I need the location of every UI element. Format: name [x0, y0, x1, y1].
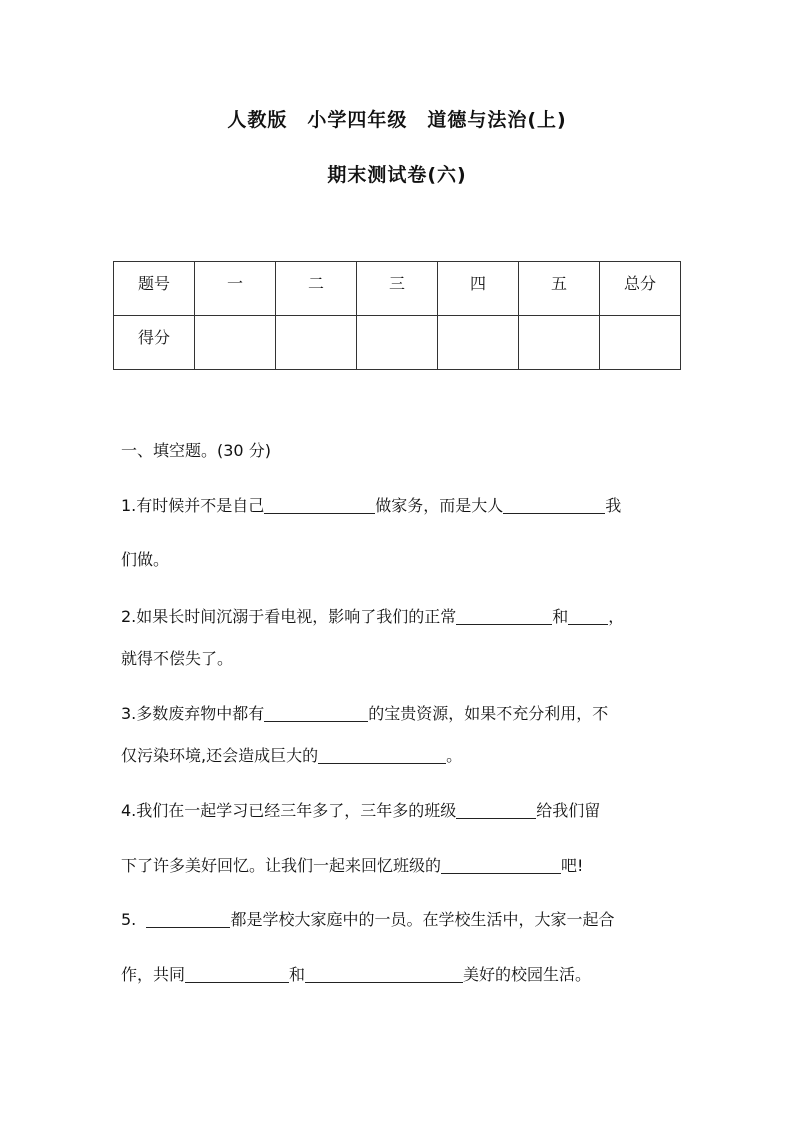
- question-text: 的宝贵资源，如果不充分利用，不: [368, 704, 609, 723]
- table-cell: 得分: [114, 316, 195, 370]
- question-text: 就得不偿失了。: [121, 649, 234, 668]
- question-text: 们做。: [121, 550, 170, 569]
- question-text: 2.如果长时间沉溺于看电视，影响了我们的正常: [121, 607, 457, 626]
- question-text: 3.多数废弃物中都有: [121, 704, 265, 723]
- question-text: ，: [608, 607, 625, 626]
- question-1-line-1: [121, 493, 621, 516]
- table-cell: 总分: [600, 262, 681, 316]
- question-text: 给我们留: [536, 801, 601, 820]
- table-cell: 三: [357, 262, 438, 316]
- answer-blank[interactable]: [264, 495, 375, 514]
- table-cell: 题号: [114, 262, 195, 316]
- answer-blank[interactable]: [568, 606, 608, 625]
- table-cell: 五: [519, 262, 600, 316]
- table-score-row: [114, 316, 681, 370]
- question-text: 和: [552, 607, 569, 626]
- question-text: 仅污染环境,还会造成巨大的: [121, 746, 319, 765]
- table-cell: 二: [276, 262, 357, 316]
- answer-blank[interactable]: [146, 909, 230, 928]
- question-text: 都是学校大家庭中的一员。在学校生活中，大家一起合: [230, 910, 615, 929]
- answer-blank[interactable]: [305, 964, 463, 983]
- answer-blank[interactable]: [456, 606, 552, 625]
- answer-blank[interactable]: [503, 495, 605, 514]
- section-title: 一、填空题。(30 分): [121, 441, 271, 460]
- answer-blank[interactable]: [456, 800, 536, 819]
- score-cell[interactable]: [519, 316, 600, 370]
- score-cell[interactable]: [195, 316, 276, 370]
- question-text: 我: [605, 496, 622, 515]
- score-cell[interactable]: [438, 316, 519, 370]
- answer-blank[interactable]: [264, 703, 368, 722]
- score-table: [113, 261, 681, 370]
- question-4-line-1: [121, 798, 600, 821]
- question-text: 1.有时候并不是自己: [121, 496, 265, 515]
- question-2-line-2: [121, 646, 233, 669]
- score-cell[interactable]: [276, 316, 357, 370]
- question-text: 和: [289, 965, 306, 984]
- question-1-line-2: [121, 547, 169, 570]
- question-text: 5.: [121, 910, 137, 929]
- answer-blank[interactable]: [441, 855, 561, 874]
- question-4-line-2: [121, 853, 583, 876]
- question-5-line-1: [121, 907, 614, 930]
- question-text: 美好的校园生活。: [463, 965, 592, 984]
- answer-blank[interactable]: [185, 964, 289, 983]
- document-subtitle: 期末测试卷(六): [327, 164, 467, 186]
- document-title: 人教版 小学四年级 道德与法治(上): [227, 109, 567, 131]
- score-cell[interactable]: [357, 316, 438, 370]
- question-text: 下了许多美好回忆。让我们一起来回忆班级的: [121, 856, 442, 875]
- table-header-row: [114, 262, 681, 316]
- table-cell: 四: [438, 262, 519, 316]
- question-5-line-2: [121, 962, 591, 985]
- answer-blank[interactable]: [318, 745, 446, 764]
- table-cell: 一: [195, 262, 276, 316]
- question-2-line-1: [121, 604, 624, 627]
- score-cell[interactable]: [600, 316, 681, 370]
- question-3-line-1: [121, 701, 608, 724]
- question-text: 4.我们在一起学习已经三年多了，三年多的班级: [121, 801, 457, 820]
- question-text: 。: [446, 746, 463, 765]
- question-text: 作，共同: [121, 965, 186, 984]
- question-text: 做家务，而是大人: [375, 496, 504, 515]
- question-text: 吧!: [561, 856, 584, 875]
- question-3-line-2: [121, 743, 462, 766]
